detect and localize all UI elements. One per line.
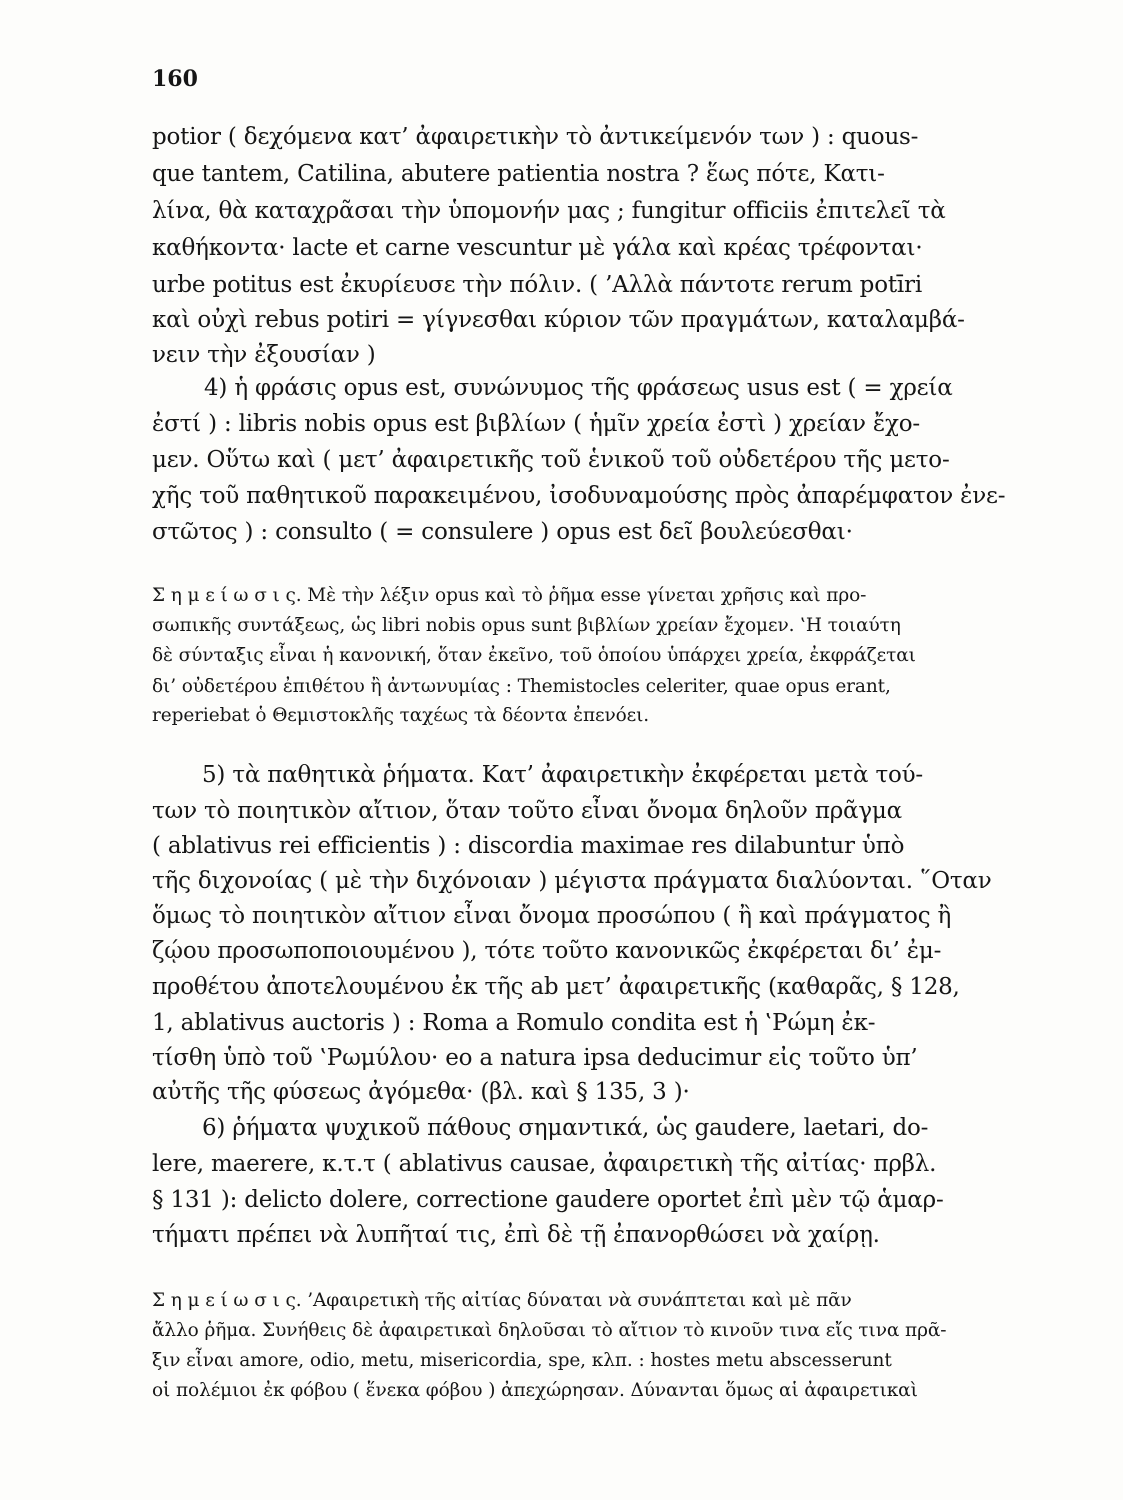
text-line: potior ( δεχόμενα κατ’ ἀφαιρετικὴν τὸ ἀντικείμενόν των ) : quous- (152, 124, 919, 150)
note-line: Σ η μ ε ί ω σ ι ς. Μὲ τὴν λέξιν opus καὶ τὸ ῥῆμα esse γίνεται χρῆσις καὶ προ- (152, 585, 867, 606)
text-line: τήματι πρέπει νὰ λυπῆταί τις, ἐπὶ δὲ τῇ ἐπανορθώσει νὰ χαίρῃ. (152, 1222, 880, 1248)
text-line: que tantem, Catilina, abutere patientia nostra ? ἕως πότε, Κατι- (152, 161, 885, 187)
text-line: χῆς τοῦ παθητικοῦ παρακειμένου, ἰσοδυναμούσης πρὸς ἀπαρέμφατον ἐνε- (152, 483, 1006, 509)
text-line: στῶτος ) : consulto ( = consulere ) opus est δεῖ βουλεύεσθαι· (152, 519, 853, 545)
text-line: νειν τὴν ἐξουσίαν ) (152, 342, 376, 368)
text-line: αὐτῆς τῆς φύσεως ἀγόμεθα· (βλ. καὶ § 135, 3 )· (152, 1079, 690, 1105)
note-line: σωπικῆς συντάξεως, ὡς libri nobis opus sunt βιβλίων χρείαν ἔχομεν. ‛Η τοιαύτη (152, 615, 901, 636)
text-line: 4) ἡ φράσις opus est, συνώνυμος τῆς φράσεως usus est ( = χρεία (204, 375, 953, 401)
page-number: 160 (152, 66, 198, 92)
text-line: 1, ablativus auctoris ) : Roma a Romulo condita est ἡ ‛Ρώμη ἐκ- (152, 1010, 876, 1036)
note-line: ἄλλο ῥῆμα. Συνήθεις δὲ ἀφαιρετικαὶ δηλοῦσαι τὸ αἴτιον τὸ κινοῦν τινα εἴς τινα πρᾶ- (152, 1320, 947, 1341)
text-line: urbe potitus est ἐκυρίευσε τὴν πόλιν. ( ’Αλλὰ πάντοτε rerum potīri (152, 272, 922, 298)
text-line: ἐστί ) : libris nobis opus est βιβλίων ( ἡμῖν χρεία ἐστὶ ) χρείαν ἔχο- (152, 411, 920, 437)
text-line: προθέτου ἀποτελουμένου ἐκ τῆς ab μετ’ ἀφαιρετικῆς (καθαρᾶς, § 128, (152, 974, 960, 1000)
text-line: ( ablativus rei efficientis ) : discordia maximae res dilabuntur ὑπὸ (152, 833, 905, 859)
note-line: δὲ σύνταξις εἶναι ἡ κανονική, ὅταν ἐκεῖνο, τοῦ ὁποίου ὑπάρχει χρεία, ἐκφράζεται (152, 645, 916, 666)
note-line: Σ η μ ε ί ω σ ι ς. ’Αφαιρετικὴ τῆς αἰτίας δύναται νὰ συνάπτεται καὶ μὲ πᾶν (152, 1290, 852, 1311)
text-line: § 131 ): delicto dolere, correctione gaudere oportet ἐπὶ μὲν τῷ ἁμαρ- (152, 1187, 944, 1213)
text-line: μεν. Οὕτω καὶ ( μετ’ ἀφαιρετικῆς τοῦ ἑνικοῦ τοῦ οὐδετέρου τῆς μετο- (152, 447, 950, 473)
text-line: 6) ῥήματα ψυχικοῦ πάθους σημαντικά, ὡς gaudere, laetari, do- (202, 1115, 929, 1141)
text-line: lere, maerere, κ.τ.τ ( ablativus causae, ἀφαιρετικὴ τῆς αἰτίας· πρβλ. (152, 1151, 937, 1177)
note-line: reperiebat ὁ Θεμιστοκλῆς ταχέως τὰ δέοντα ἐπενόει. (152, 705, 650, 726)
text-line: τῆς διχονοίας ( μὲ τὴν διχόνοιαν ) μέγιστα πράγματα διαλύονται. ῞Οταν (152, 868, 992, 894)
text-line: καὶ οὐχὶ rebus potiri = γίγνεσθαι κύριον τῶν πραγμάτων, καταλαμβά- (152, 307, 965, 333)
text-line: τίσθη ὑπὸ τοῦ ‛Ρωμύλου· eo a natura ipsa deducimur εἰς τοῦτο ὑπ’ (152, 1045, 918, 1071)
text-line: 5) τὰ παθητικὰ ῥήματα. Κατ’ ἀφαιρετικὴν ἐκφέρεται μετὰ τού- (202, 762, 923, 788)
text-line: των τὸ ποιητικὸν αἴτιον, ὅταν τοῦτο εἶναι ὄνομα δηλοῦν πρᾶγμα (152, 798, 903, 824)
text-line: καθήκοντα· lacte et carne vescuntur μὲ γάλα καὶ κρέας τρέφονται· (152, 235, 923, 261)
text-line: λίνα, θὰ καταχρᾶσαι τὴν ὑπομονήν μας ; fungitur officiis ἐπιτελεῖ τὰ (152, 198, 946, 224)
text-line: ὅμως τὸ ποιητικὸν αἴτιον εἶναι ὄνομα προσώπου ( ἢ καὶ πράγματος ἢ (152, 903, 952, 929)
text-line: ζῴου προσωποποιουμένου ), τότε τοῦτο κανονικῶς ἐκφέρεται δι’ ἐμ- (152, 938, 942, 964)
note-line: ξιν εἶναι amore, odio, metu, misericordia, spe, κλπ. : hostes metu abscesserunt (152, 1350, 892, 1371)
note-line: δι’ οὐδετέρου ἐπιθέτου ἢ ἀντωνυμίας : Themistocles celeriter, quae opus erant, (152, 676, 891, 697)
note-line: οἱ πολέμιοι ἐκ φόβου ( ἕνεκα φόβου ) ἀπεχώρησαν. Δύνανται ὅμως αἱ ἀφαιρετικαὶ (152, 1380, 918, 1401)
